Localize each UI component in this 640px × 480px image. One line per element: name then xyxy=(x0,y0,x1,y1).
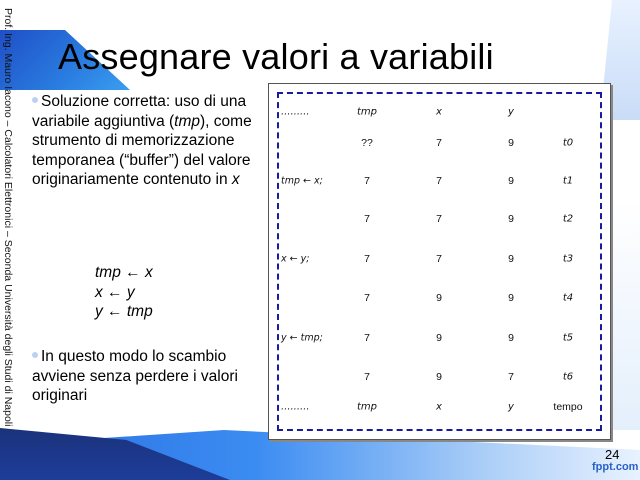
table-cell: 9 xyxy=(436,371,442,383)
table-cell: t3 xyxy=(562,253,574,265)
table-cell: 7 xyxy=(364,253,370,265)
bullet-icon xyxy=(32,352,38,358)
table-cell: 9 xyxy=(436,292,442,304)
table-cell: 7 xyxy=(364,371,370,383)
explanation-paragraph: Soluzione corretta: uso di una variabile aggiuntiva (tmp), come strumento di memorizzazione temporanea (“buffer”) del valore originariamente contenuto in x xyxy=(32,93,252,188)
table-header-cell: x xyxy=(436,106,442,118)
table-cell: ?? xyxy=(361,137,373,149)
bullet-icon xyxy=(32,97,38,103)
table-cell: 7 xyxy=(364,213,370,225)
formula-line: x ← y xyxy=(95,283,135,301)
table-row-label: tmp ← x; xyxy=(281,175,323,187)
table-cell: 9 xyxy=(508,137,514,149)
explanation-block xyxy=(32,92,262,190)
table-cell: 9 xyxy=(508,175,514,187)
table-cell: t0 xyxy=(562,137,574,149)
table-cell: 9 xyxy=(508,213,514,225)
table-cell: t1 xyxy=(562,175,574,187)
table-cell: 9 xyxy=(508,292,514,304)
table-cell: t4 xyxy=(562,292,574,304)
formula-line: tmp ← x xyxy=(95,264,153,281)
table-cell: 7 xyxy=(508,371,514,383)
table-header-cell: y xyxy=(508,106,514,118)
table-cell: 9 xyxy=(508,253,514,265)
page-number: 24 xyxy=(605,447,620,462)
table-cell: 7 xyxy=(436,213,442,225)
table-cell: t2 xyxy=(562,213,574,225)
slide-title: Assegnare valori a variabili xyxy=(58,36,494,77)
swap-formulas xyxy=(95,263,153,322)
table-footer-cell: ……… xyxy=(281,401,310,413)
table-row-label: x ← y; xyxy=(281,253,310,265)
conclusion-paragraph: In questo modo lo scambio avviene senza perdere i valori originari xyxy=(32,348,238,404)
table-header-cell: tmp xyxy=(356,106,378,118)
table-footer-cell: tempo xyxy=(553,401,583,413)
table-cell: t6 xyxy=(562,371,574,383)
table-cell: 9 xyxy=(508,332,514,344)
table-cell: 7 xyxy=(364,332,370,344)
brand-logo: fppt.com xyxy=(592,461,639,473)
table-header-cell: ……… xyxy=(281,106,310,118)
table-cell: 7 xyxy=(364,175,370,187)
table-cell: 7 xyxy=(364,292,370,304)
author-credit: Prof. Ing. Mauro Iacono – Calcolatori Elettronici – Seconda Università degli Studi di Napoli xyxy=(2,8,14,427)
table-cell: t5 xyxy=(562,332,574,344)
table-footer-cell: y xyxy=(508,401,514,413)
table-cell: 7 xyxy=(436,175,442,187)
table-cell: 7 xyxy=(436,137,442,149)
table-footer-cell: x xyxy=(436,401,442,413)
table-row-label: y ← tmp; xyxy=(281,332,323,344)
trace-table-panel xyxy=(268,83,611,440)
table-footer-cell: tmp xyxy=(356,401,378,413)
formula-line: y ← tmp xyxy=(95,303,153,320)
table-cell: 9 xyxy=(436,332,442,344)
table-cell: 7 xyxy=(436,253,442,265)
